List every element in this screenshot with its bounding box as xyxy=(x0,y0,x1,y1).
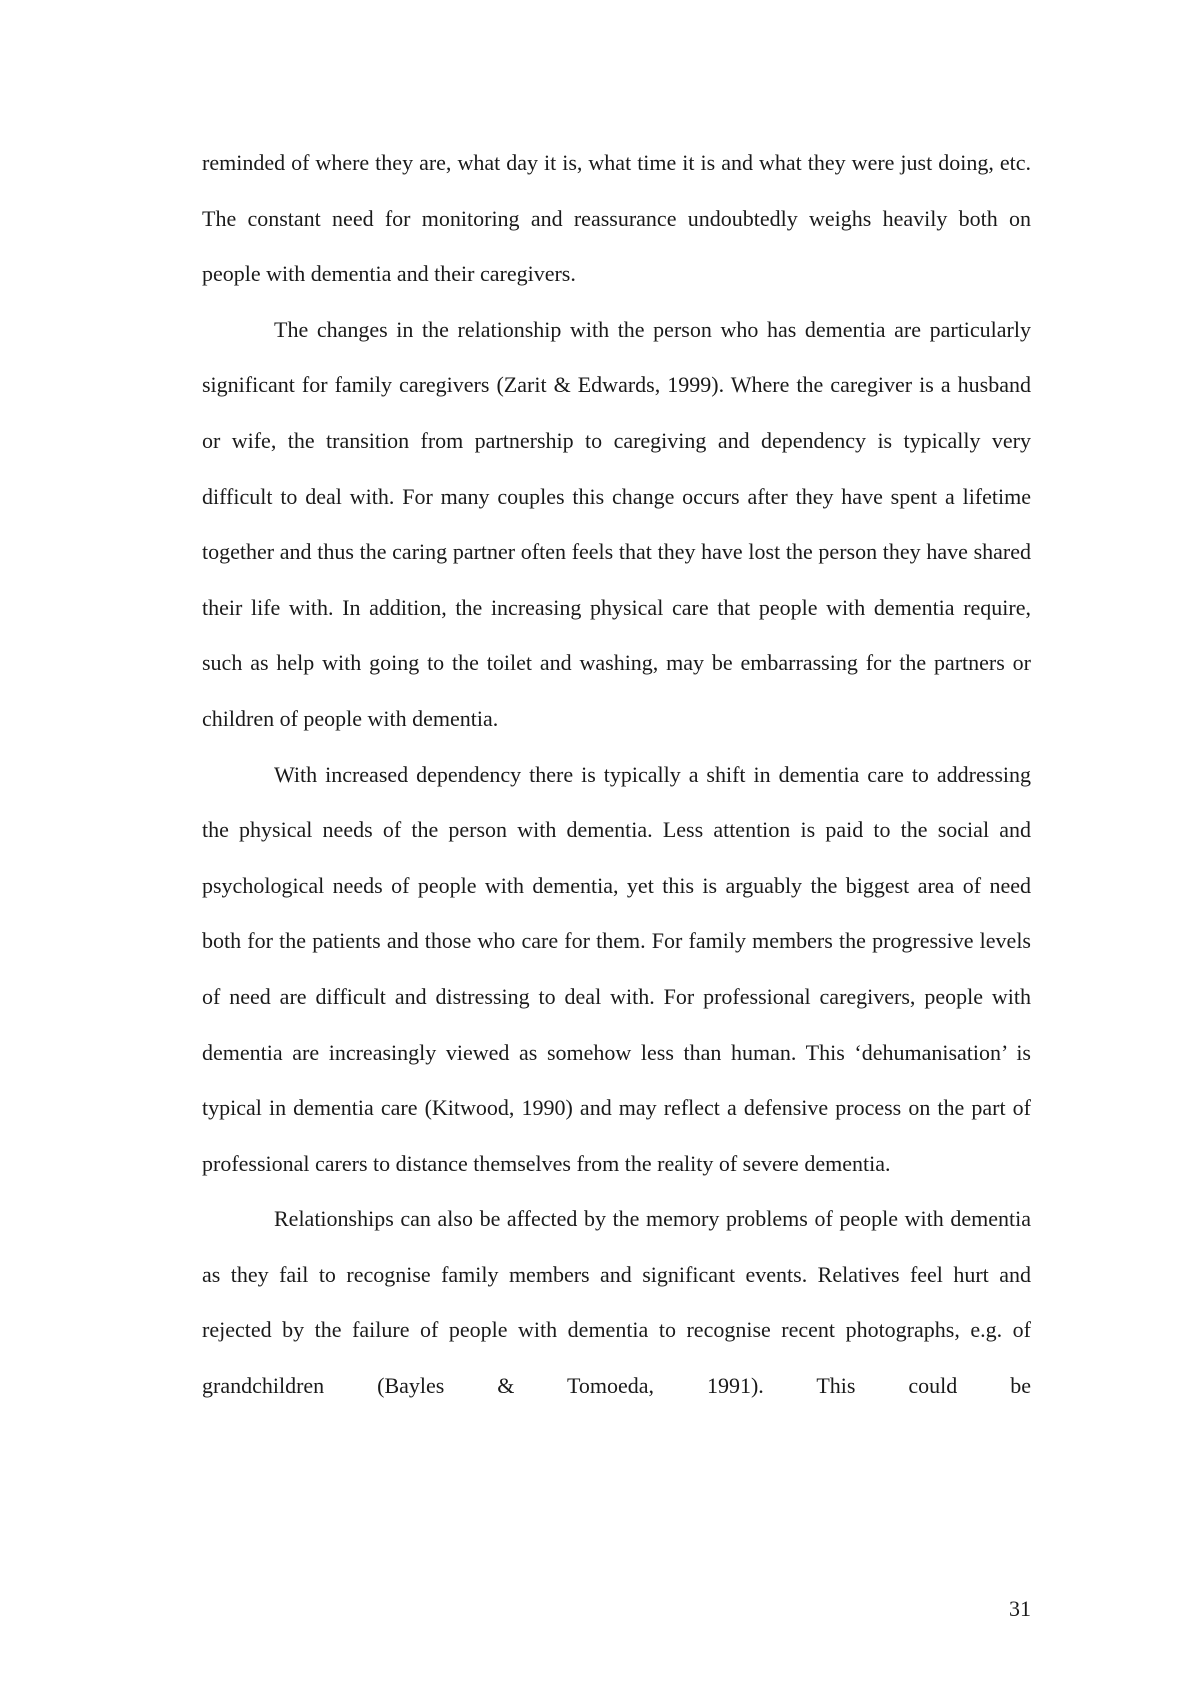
paragraph-increased-dependency: With increased dependency there is typically a shift in dementia care to addressing the physical needs of the person with dementia. Less attention is paid to the social and psychological needs of people with dementia, yet this is arguably the biggest area of need both for the patients and those who care for them. For family members the progressive levels of need are difficult and distressing to deal with. For professional caregivers, people with dementia are increasingly viewed as somehow less than human. This ‘dehumanisation’ is typical in dementia care (Kitwood, 1990) and may reflect a defensive process on the part of professional carers to distance themselves from the reality of severe dementia. xyxy=(202,761,1031,1176)
paragraph-continued: reminded of where they are, what day it is, what time it is and what they were just doing, etc. The constant need for monitoring and reassurance undoubtedly weighs heavily both on people with dementia and their caregivers. xyxy=(202,150,1031,287)
page-number: 31 xyxy=(1009,1596,1031,1621)
body-text xyxy=(202,135,1031,1414)
paragraph-memory-problems: Relationships can also be affected by the memory problems of people with dementia as they fail to recognise family members and significant events. Relatives feel hurt and rejected by the failure of people with dementia to recognise recent photographs, e.g. of grandchildren (Bayles & Tomoeda, 1991). This could be xyxy=(202,1206,1031,1399)
paragraph-relationship-changes: The changes in the relationship with the person who has dementia are particularly significant for family caregivers (Zarit & Edwards, 1999). Where the caregiver is a husband or wife, the transition from partnership to caregiving and dependency is typically very difficult to deal with. For many couples this change occurs after they have spent a lifetime together and thus the caring partner often feels that they have lost the person they have shared their life with. In addition, the increasing physical care that people with dementia require, such as help with going to the toilet and washing, may be embarrassing for the partners or children of people with dementia. xyxy=(202,316,1031,731)
